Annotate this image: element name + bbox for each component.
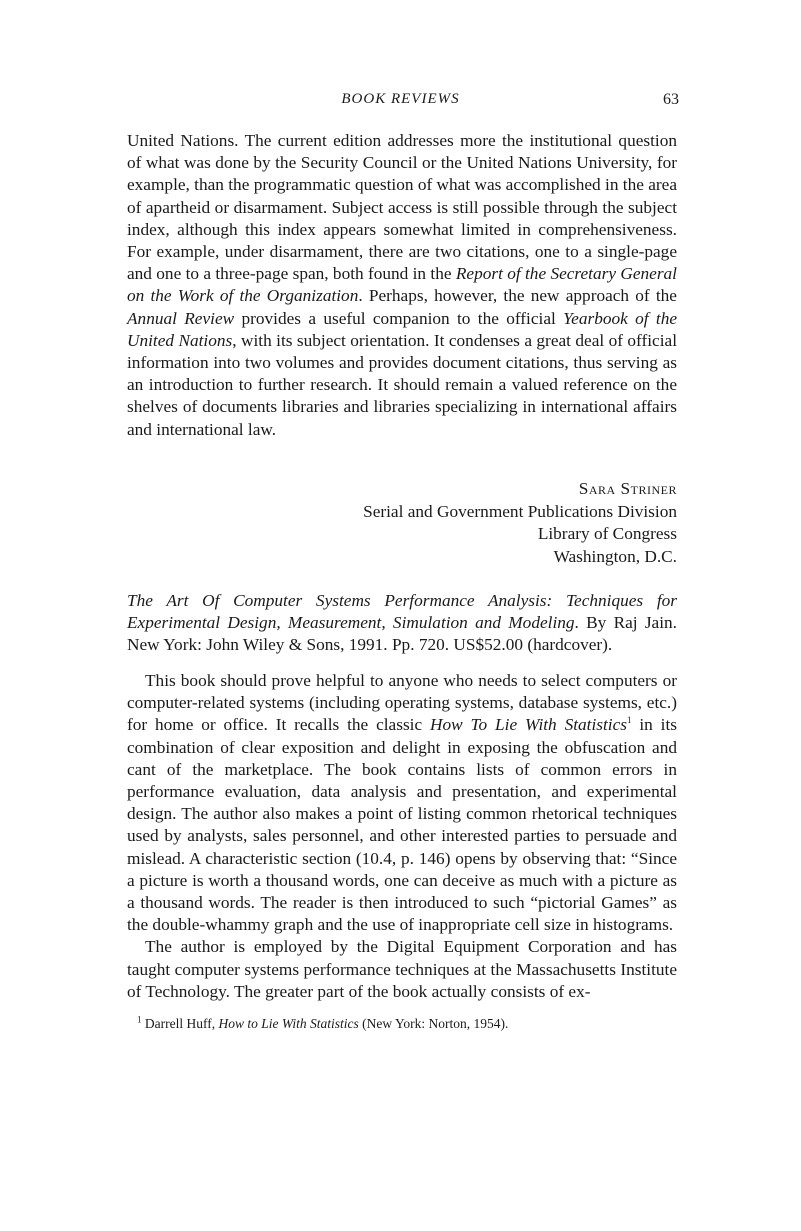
cited-yearbook-title: Yearbook of the United Nations	[127, 308, 678, 350]
reviewer-affiliation-1: Serial and Government Publications Division	[363, 501, 677, 521]
review-2-paragraph-1: This book should prove helpful to anyone who needs to select computers or computer-related systems (including operating systems, database systems, etc.) for home or office. It recalls the classic How To Lie With Statistics$^1$ in its combination of clear exposition and delight in exposing the obfuscation and cant of the marketplace. The book contains lists of common errors in performance evaluation, data analysis and presentation, and experimental design. The author also makes a point of listing common rhetorical techniques used by analysts, sales personnel, and other interested parties to persuade and mislead. A characteristic section (10.4, p. 146) opens by observing that: “Since a picture is worth a thousand words, one can deceive as much with a picture as a thousand words. The reader is then introduced to such “pictorial Games” as the double-whammy graph and the use of inappropriate cell size in histograms.	[127, 671, 677, 935]
reviewer-signature	[127, 478, 677, 568]
running-title: BOOK REVIEWS	[341, 91, 460, 107]
footnote-ref: 1	[626, 715, 632, 726]
reviewer-name: Sara Striner	[578, 479, 677, 498]
book-details: . By Raj Jain. New York: John Wiley & Sons, 1991. Pp. 720. US$52.00 (hardcover).	[127, 613, 677, 655]
running-header	[0, 88, 801, 112]
review-1-body	[127, 130, 677, 441]
footnote-title: How to Lie With Statistics	[218, 1016, 359, 1031]
review-2-citation	[127, 590, 677, 657]
cited-report-title: Report of the Secretary General on the Work of the Organization	[127, 264, 677, 306]
book-title: The Art Of Computer Systems Performance Analysis: Techniques for Experimental Design, Measurement, Simulation and Modeling	[127, 591, 677, 633]
review-2-paragraph-2: The author is employed by the Digital Equipment Corporation and has taught computer systems performance techniques at the Massachusetts Institute of Technology. The greater part of the book actually consists of ex-	[127, 937, 677, 1001]
review-2-body	[127, 670, 677, 1003]
cited-annual-review: Annual Review	[127, 308, 235, 328]
reviewer-affiliation-2: Library of Congress	[537, 524, 677, 544]
reviewer-affiliation-3: Washington, D.C.	[553, 546, 677, 566]
footnote-marker: 1	[137, 1014, 142, 1025]
page-number: 63	[663, 91, 679, 108]
cited-huff-title: How To Lie With Statistics	[430, 715, 627, 735]
footnote: $^1$ Darrell Huff, How to Lie With Statistics (New York: Norton, 1954).	[137, 1014, 509, 1031]
review-1-paragraph: United Nations. The current edition addresses more the institutional question of what was done by the Security Council or the United Nations University, for example, than the programmatic question of what was accomplished in the area of apartheid or disarmament. Subject access is still possible through the subject index, although this index appears somewhat limited in comprehensiveness. For example, under disarmament, there are two citations, one to a single-page and one to a three-page span, both found in the Report of the Secretary General on the Work of the Organization. Perhaps, however, the new approach of the Annual Review provides a useful companion to the official Yearbook of the United Nations, with its subject orientation. It condenses a great deal of official information into two volumes and provides document citations, thus serving as an introduction to further research. It should remain a valued reference on the shelves of documents libraries and libraries specializing in international affairs and international law.	[127, 131, 678, 439]
